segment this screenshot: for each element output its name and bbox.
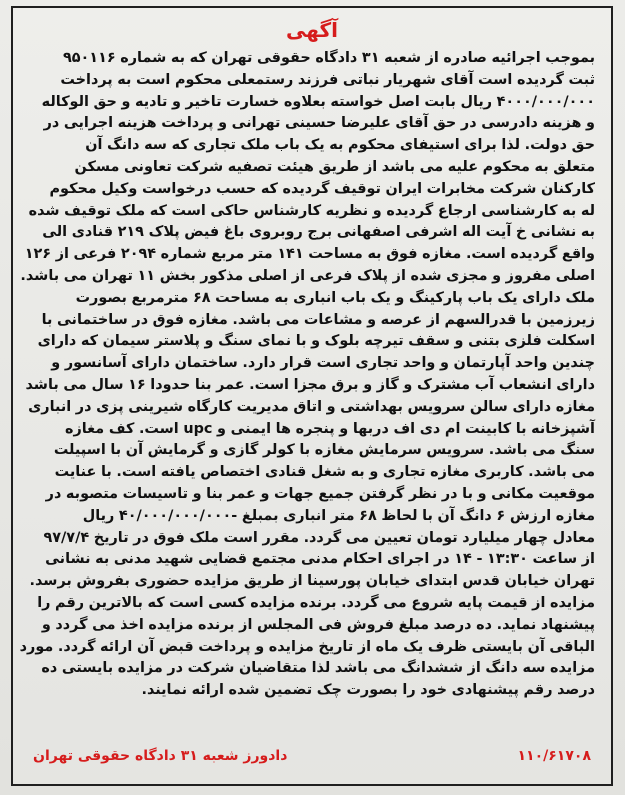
body-line: از ساعت ۱۳:۳۰ - ۱۴ در اجرای احکام مدنی مجتمع قضایی شهید مدنی به نشانی (45, 551, 595, 568)
body-line: چندین واحد آپارتمان و واحد تجاری است قرار دارد. ساختمان دارای آسانسور و (51, 355, 595, 372)
body-line: موقعیت مکانی و با در نظر گرفتن جمیع جهات و عمر بنا و تاسیسات متصوبه در (45, 485, 595, 502)
body-line: الباقی آن بایستی ظرف یک ماه از تاریخ مزایده و پرداخت قبض آن ارائه گردد. مورد (19, 638, 595, 655)
body-line: واقع گردیده است. مغازه فوق به مساحت ۱۴۱ متر مربع شماره ۲۰۹۴ فرعی از ۱۲۶ (24, 246, 595, 263)
body-line: کارکنان شرکت مخابرات ایران توقیف گردیده که حسب درخواست وکیل محکوم (49, 180, 595, 197)
notice-frame (11, 6, 613, 786)
body-line: ملک دارای یک باب پارکینگ و یک باب انباری به مساحت ۶۸ مترمربع بصورت (75, 289, 595, 306)
body-line: به نشانی خ آیت اله اشرفی اصفهانی برج روبروی باغ فیض پلاک ۲۱۹ قنادی الی (42, 224, 595, 241)
body-line: پیشنهاد نماید. ده درصد مبلغ فروش فی المجلس از برنده مزایده اخذ می گردد و (41, 616, 595, 633)
body-line: آشپزخانه با کابینت ام دی اف دربها و پنجره ها ایمنی و upc است. کف مغازه (65, 420, 595, 437)
notice-code: ۱۱۰/۶۱۷۰۸ (517, 748, 591, 764)
body-line: زیرزمین با قدرالسهم از عرصه و مشاعات می باشد. مغازه فوق در ساختمانی با (41, 311, 595, 328)
body-line: درصد رقم پیشنهادی خود را بصورت چک تضمین شده ارائه نمایند. (141, 682, 595, 699)
body-line: و هزینه دادرسی در حق آقای علیرضا حسینی تهرانی و پرداخت هزینه اجرایی در (43, 115, 595, 132)
body-line: دارای انشعاب آب مشترک و گاز و برق مجزا است. عمر بنا حدودا ۱۶ سال می باشد (25, 376, 595, 393)
body-line: متعلق به محکوم علیه می باشد از طریق هیئت تصفیه شرکت تعاونی مسکن (74, 158, 595, 175)
body-line: حق دولت. لذا برای استیفای محکوم به یک باب ملک تجاری که سه دانگ آن (85, 137, 595, 154)
body-line: بموجب اجرائیه صادره از شعبه ۳۱ دادگاه حقوقی تهران که به شماره ۹۵۰۱۱۶ (62, 50, 595, 66)
body-line: له به کارشناسی ارجاع گردیده و نظریه کارشناس حاکی است که ملک توقیف شده (28, 202, 595, 219)
body-line: تهران خیابان قدس ابتدای خیابان پورسینا از طریق مزایده حضوری بفروش برسد. (29, 573, 595, 590)
notice-body (19, 48, 595, 702)
body-line: می باشد. کاربری مغازه تجاری و به شغل قنادی اختصاص یافته است. با عنایت (54, 464, 595, 481)
body-line: مزایده از قیمت پایه شروع می گردد. برنده مزایده کسی است که بالاترین رقم را (37, 594, 595, 611)
body-line: ثبت گردیده است آقای شهریار نباتی فرزند رستمعلی محکوم است به پرداخت (60, 71, 595, 88)
body-line: اصلی مفروز و مجزی شده از پلاک فرعی از اصلی مذکور بخش ۱۱ تهران می باشد. (20, 267, 595, 284)
body-line: سنگ می باشد. سرویس سرمایش مغازه با کولر گازی و گرمایش آن با اسپیلت (53, 442, 595, 459)
signature: دادورز شعبه ۳۱ دادگاه حقوقی تهران (33, 748, 288, 764)
body-line: ۴۰۰۰/۰۰۰/۰۰۰ ریال بابت اصل خواسته بعلاوه خسارت تاخیر و تادیه و حق الوکاله (41, 93, 595, 110)
body-line: اسکلت فلزی بتنی و سقف تیرچه بلوک و با نمای سنگ و پلاستر سیمان که دارای (37, 333, 595, 350)
body-line: مزایده سه دانگ از ششدانگ می باشد لذا متقاضیان شرکت در مزایده بایستی ده (41, 660, 595, 677)
notice-title: آگهی (286, 18, 338, 42)
body-line: مغازه ارزش ۶ دانگ آن با لحاظ ۶۸ متر انباری بمبلغ -۴۰/۰۰۰/۰۰۰/۰۰۰ ریال (82, 507, 595, 524)
body-line: مغازه دارای سالن سرویس بهداشتی و اتاق مدیریت کارگاه شیرینی پزی در انباری (28, 398, 595, 415)
body-line: معادل چهار میلیارد تومان تعیین می گردد. مقرر است ملک فوق در تاریخ ۹۷/۷/۴ (43, 529, 595, 546)
